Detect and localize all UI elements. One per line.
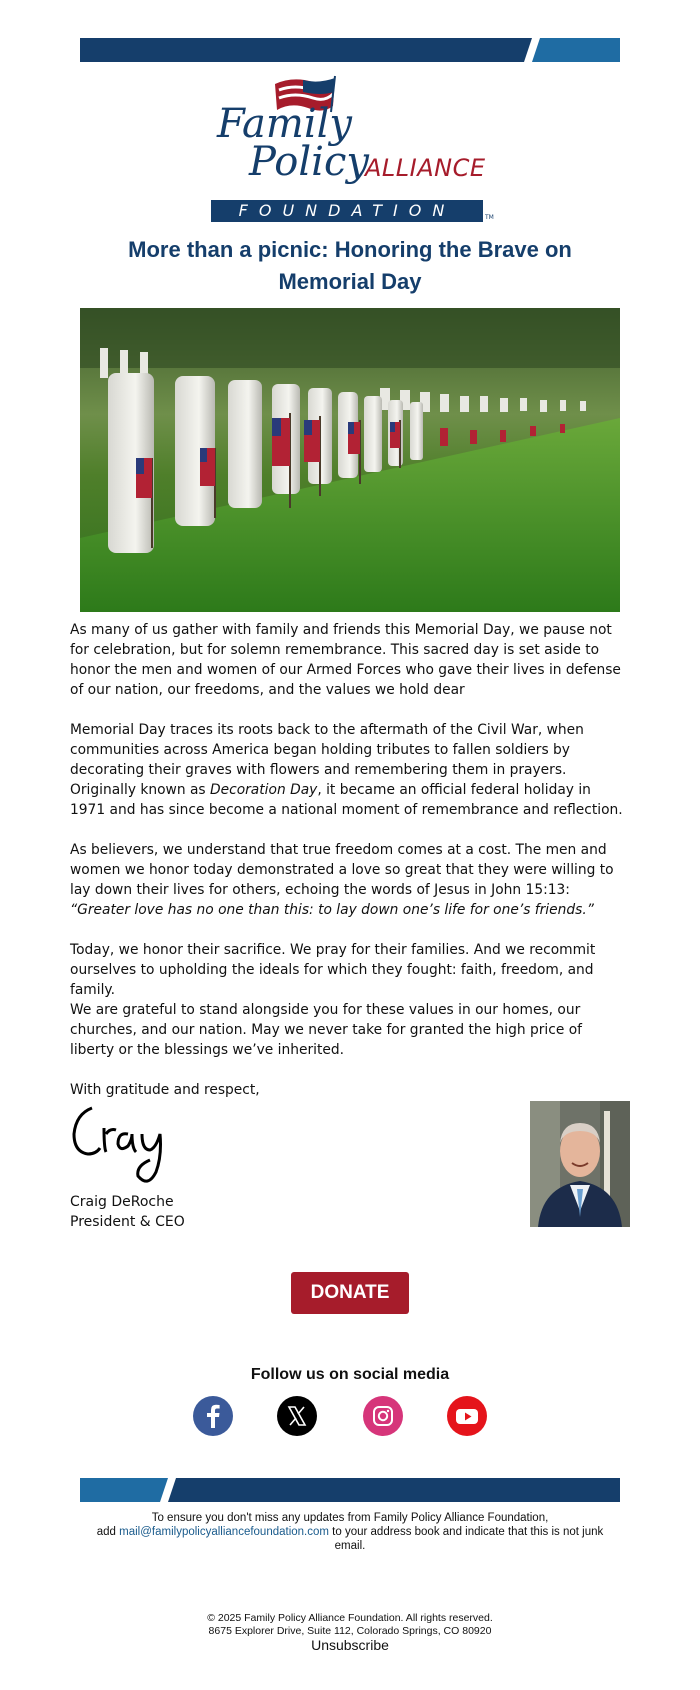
youtube-icon[interactable] <box>447 1396 487 1436</box>
paragraph-believers-text: As believers, we understand that true freedom comes at a cost. The men and women we honor today demonstrated a love so great that they were willing to lay down their lives for others, echoing the words of Jesus in John 15:13: <box>70 842 614 898</box>
x-icon[interactable] <box>277 1396 317 1436</box>
paragraph-believers <box>70 840 630 920</box>
unsubscribe-link[interactable]: Unsubscribe <box>311 1637 389 1653</box>
copyright-text: © 2025 Family Policy Alliance Foundation. All rights reserved. <box>207 1612 493 1624</box>
logo-foundation: FOUNDATION <box>211 200 483 222</box>
paragraph-history <box>70 720 630 820</box>
donate-button[interactable]: DONATE <box>291 1272 409 1314</box>
paragraph-history-text-a: Memorial Day traces its roots back to the aftermath of the Civil War, when communities across America began holding tributes to fallen soldiers by decorating their graves with flowers and remembering them in prayers. Originally known as <box>70 722 584 798</box>
memorial-cemetery-image <box>80 308 620 612</box>
scripture-quote: “Greater love has no one than this: to lay down one’s life for one’s friends.” <box>70 902 594 918</box>
paragraph-grateful: We are grateful to stand alongside you for these values in our homes, our churches, and our nation. May we never take for granted the high price of liberty or the blessings we’ve inherited. <box>70 1002 582 1058</box>
paragraph-sacrifice: Today, we honor their sacrifice. We pray for their families. And we recommit ourselves to upholding the ideals for which they fought: faith, freedom, and family. <box>70 942 596 998</box>
address-book-notice <box>80 1511 620 1553</box>
notice-line2 <box>80 1525 620 1553</box>
signature-image <box>70 1100 180 1188</box>
craig-deroche-photo <box>530 1101 630 1227</box>
family-policy-alliance-logo <box>205 74 495 226</box>
logo-family: Family <box>217 101 352 147</box>
notice-line1: To ensure you don't miss any updates from Family Policy Alliance Foundation, <box>151 1512 549 1524</box>
email-title: More than a picnic: Honoring the Brave on Memorial Day <box>128 237 572 294</box>
paragraph-history-text-b: , it became an official federal holiday in 1971 and has since become a national moment of remembrance and reflection. <box>70 782 623 818</box>
signer-block <box>70 1192 185 1232</box>
contact-email-link[interactable]: mail@familypolicyalliancefoundation.com <box>119 1526 329 1538</box>
footer-banner <box>80 1478 620 1502</box>
notice-rest-text: to your address book and indicate that this is not junk email. <box>328 1526 604 1552</box>
notice-add-text: add <box>96 1526 120 1538</box>
paragraph-history-emphasis: Decoration Day <box>210 782 318 798</box>
logo-alliance: ALLIANCE <box>365 154 486 182</box>
signer-name: Craig DeRoche <box>70 1194 174 1210</box>
facebook-icon[interactable] <box>193 1396 233 1436</box>
footer-legal <box>80 1612 620 1638</box>
instagram-icon[interactable] <box>363 1396 403 1436</box>
mailing-address: 8675 Explorer Drive, Suite 112, Colorado Springs, CO 80920 <box>208 1625 492 1637</box>
logo-trademark: TM <box>485 214 494 221</box>
logo-policy: Policy <box>249 139 369 185</box>
paragraph-intro: As many of us gather with family and friends this Memorial Day, we pause not for celebration, but for solemn remembrance. This sacred day is set aside to honor the men and women of our Armed Forces who gave their lives in defense of our nation, our freedoms, and the values we hold dear <box>70 622 621 698</box>
social-heading: Follow us on social media <box>250 1366 450 1383</box>
signer-title: President & CEO <box>70 1214 185 1230</box>
header-banner <box>80 38 620 62</box>
closing-line: With gratitude and respect, <box>70 1082 260 1098</box>
